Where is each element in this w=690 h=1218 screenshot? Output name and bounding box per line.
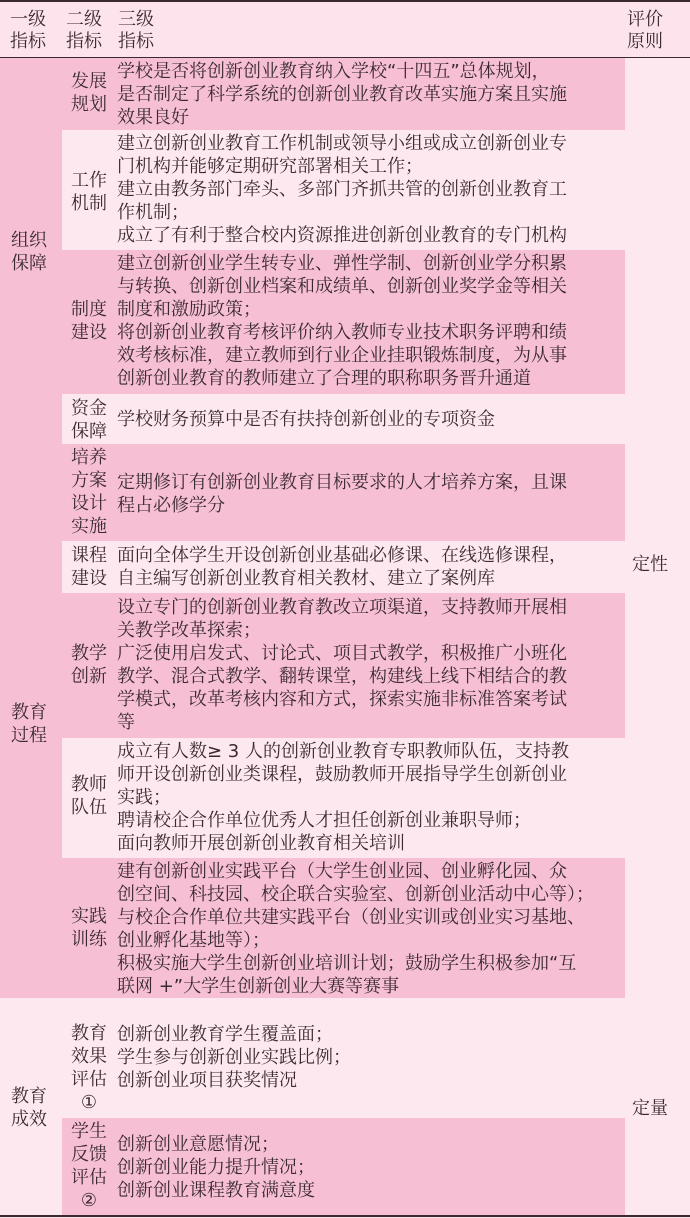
- level3-text: 成立有人数≥ 3 人的创新创业教育专职教师队伍，支持教 师开设创新创业类课程，鼓励教师开展指导学生创新创业 实践； 聘请校企合作单位优秀人才担任创新创业兼职导师； 面向教师开展创新创业教育相关培训: [117, 741, 569, 854]
- level3-text: 学校财务预算中是否有扶持创新创业的专项资金: [117, 409, 495, 430]
- level3-text: 建立创新创业学生转专业、弹性学制、创新创业学分积累 与转换、创新创业档案和成绩单、创新创业奖学金等相关 制度和激励政策； 将创新创业教育考核评价纳入教师专业技术职务评聘和绩 效考核标准，建立教师到行业企业挂职锻炼制度，为从事 创新创业教育的教师建立了合理的职称职务晋升通道: [117, 253, 567, 389]
- level3-text: 建有创新创业实践平台（大学生创业园、创业孵化园、众 创空间、科技园、校企联合实验室、创新创业活动中心等）； 与校企合作单位共建实践平台（创业实训或创业实习基地、 创业孵化基地等）； 积极实施大学生创新创业培训计划；鼓励学生积极参加“互 联网 +”大学生创新创业大赛等赛事: [117, 861, 594, 997]
- level2-label: 制度 建设: [71, 299, 107, 343]
- header-level3: 三级 指标: [118, 9, 154, 52]
- level2-label: 课程 建设: [71, 545, 107, 589]
- level2-label: 学生 反馈 评估 ②: [71, 1121, 107, 1211]
- level1-band-organization: [0, 58, 62, 998]
- level2-label: 教师 队伍: [71, 774, 107, 818]
- level2-label: 教育 效果 评估 ①: [71, 1023, 107, 1113]
- header-level2: 二级 指标: [66, 9, 102, 52]
- header-level1: 一级 指标: [10, 9, 46, 52]
- principle-band: [625, 58, 690, 1215]
- principle-qualitative: 定性: [632, 554, 668, 575]
- level1-outcome: 教育成效: [11, 1086, 47, 1130]
- level2-label: 培养 方案 设计 实施: [71, 447, 107, 537]
- level3-text: 设立专门的创新创业教育教改立项渠道，支持教师开展相 关教学改革探索； 广泛使用启发式、讨论式、项目式教学，积极推广小班化 教学、混合式教学、翻转课堂，构建线上线下相结合的教 学模式，改革考核内容和方式，探索实施非标准答案考试 等: [117, 597, 567, 733]
- level3-text: 建立创新创业教育工作机制或领导小组或成立创新创业专 门机构并能够定期研究部署相关工作； 建立由教务部门牵头、多部门齐抓共管的创新创业教育工 作机制； 成立了有利于整合校内资源推进创新创业教育的专门机构: [117, 133, 567, 246]
- level2-label: 工作 机制: [71, 170, 107, 214]
- bottom-rule: [0, 1215, 690, 1217]
- level3-text: 创新创业意愿情况； 创新创业能力提升情况； 创新创业课程教育满意度: [117, 1134, 315, 1201]
- principle-quantitative: 定量: [632, 1098, 668, 1119]
- level3-text: 学校是否将创新创业教育纳入学校“十四五”总体规划， 是否制定了科学系统的创新创业教育改革实施方案且实施 效果良好: [117, 61, 567, 128]
- level3-text: 创新创业教育学生覆盖面； 学生参与创新创业实践比例； 创新创业项目获奖情况: [117, 1024, 351, 1091]
- level2-label: 资金 保障: [71, 398, 107, 442]
- level2-label: 发展 规划: [71, 71, 107, 115]
- level2-label: 教学 创新: [71, 643, 107, 687]
- level1-organization: 组织保障: [11, 230, 47, 274]
- level3-text: 面向全体学生开设创新创业基础必修课、在线选修课程， 自主编写创新创业教育相关教材、建立了案例库: [117, 545, 567, 589]
- level3-text: 定期修订有创新创业教育目标要求的人才培养方案，且课 程占必修学分: [117, 472, 567, 516]
- header-principle: 评价 原则: [627, 9, 663, 52]
- top-rule: [0, 0, 690, 2]
- level1-process: 教育过程: [11, 702, 47, 746]
- level2-label: 实践 训练: [71, 906, 107, 950]
